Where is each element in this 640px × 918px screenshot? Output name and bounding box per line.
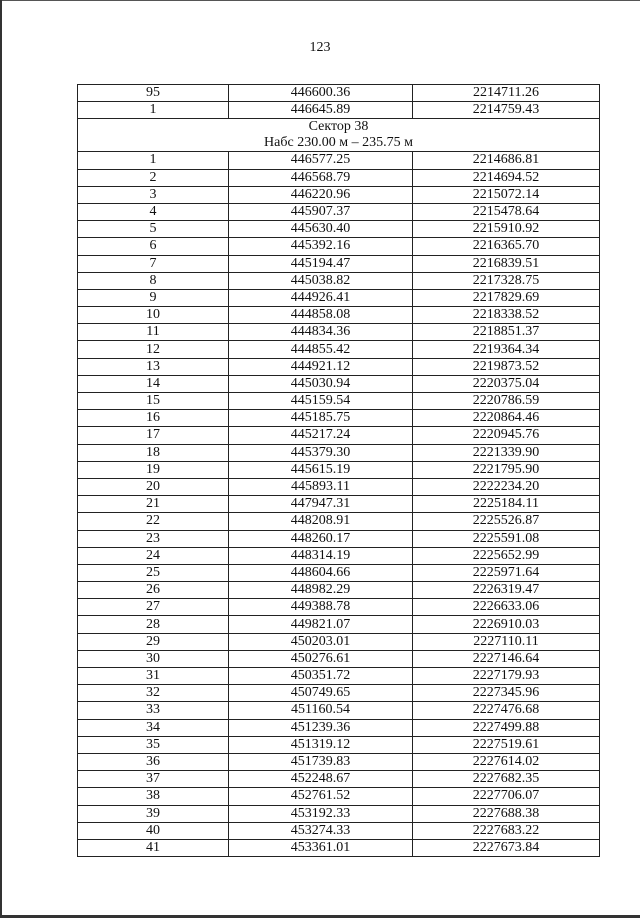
- y-coordinate-cell: 2225652.99: [413, 547, 600, 564]
- point-number-cell: 9: [78, 289, 229, 306]
- table-row: [78, 530, 600, 547]
- x-coordinate-cell: 451239.36: [229, 719, 413, 736]
- x-coordinate-cell: 445185.75: [229, 410, 413, 427]
- point-number-cell: 5: [78, 221, 229, 238]
- table-row: [78, 238, 600, 255]
- y-coordinate-cell: 2227688.38: [413, 805, 600, 822]
- y-coordinate-cell: 2225591.08: [413, 530, 600, 547]
- x-coordinate-cell: 448604.66: [229, 564, 413, 581]
- page-number: 123: [309, 40, 331, 55]
- point-number-cell: 13: [78, 358, 229, 375]
- y-coordinate-cell: 2226910.03: [413, 616, 600, 633]
- table-row: [78, 186, 600, 203]
- table-row: [78, 393, 600, 410]
- y-coordinate-cell: 2227682.35: [413, 771, 600, 788]
- y-coordinate-cell: 2217328.75: [413, 272, 600, 289]
- table-row: [78, 719, 600, 736]
- x-coordinate-cell: 444855.42: [229, 341, 413, 358]
- y-coordinate-cell: 2227683.22: [413, 822, 600, 839]
- x-coordinate-cell: 446645.89: [229, 102, 413, 119]
- point-number-cell: 16: [78, 410, 229, 427]
- point-number-cell: 26: [78, 582, 229, 599]
- point-number-cell: 40: [78, 822, 229, 839]
- scan-edge-left: [0, 0, 2, 918]
- table-row: [78, 102, 600, 119]
- x-coordinate-cell: 450351.72: [229, 668, 413, 685]
- table-row: [78, 496, 600, 513]
- table-row: [78, 547, 600, 564]
- y-coordinate-cell: 2215072.14: [413, 186, 600, 203]
- y-coordinate-cell: 2219364.34: [413, 341, 600, 358]
- x-coordinate-cell: 453274.33: [229, 822, 413, 839]
- x-coordinate-cell: 445194.47: [229, 255, 413, 272]
- table-row: [78, 633, 600, 650]
- y-coordinate-cell: 2226319.47: [413, 582, 600, 599]
- point-number-cell: 38: [78, 788, 229, 805]
- x-coordinate-cell: 445907.37: [229, 203, 413, 220]
- y-coordinate-cell: 2216839.51: [413, 255, 600, 272]
- x-coordinate-cell: 450749.65: [229, 685, 413, 702]
- x-coordinate-cell: 449388.78: [229, 599, 413, 616]
- sector-header-row: [78, 119, 600, 152]
- point-number-cell: 8: [78, 272, 229, 289]
- point-number-cell: 2: [78, 169, 229, 186]
- y-coordinate-cell: 2225971.64: [413, 564, 600, 581]
- x-coordinate-cell: 448260.17: [229, 530, 413, 547]
- y-coordinate-cell: 2226633.06: [413, 599, 600, 616]
- table-row: [78, 839, 600, 856]
- y-coordinate-cell: 2225526.87: [413, 513, 600, 530]
- point-number-cell: 14: [78, 375, 229, 392]
- table-row: [78, 650, 600, 667]
- point-number-cell: 25: [78, 564, 229, 581]
- table-row: [78, 668, 600, 685]
- point-number-cell: 27: [78, 599, 229, 616]
- point-number-cell: 32: [78, 685, 229, 702]
- y-coordinate-cell: 2218851.37: [413, 324, 600, 341]
- x-coordinate-cell: 447947.31: [229, 496, 413, 513]
- coordinates-table: [77, 84, 600, 857]
- coordinates-table-body: [78, 85, 600, 857]
- x-coordinate-cell: 444926.41: [229, 289, 413, 306]
- y-coordinate-cell: 2227673.84: [413, 839, 600, 856]
- y-coordinate-cell: 2218338.52: [413, 307, 600, 324]
- x-coordinate-cell: 446577.25: [229, 152, 413, 169]
- y-coordinate-cell: 2214694.52: [413, 169, 600, 186]
- table-row: [78, 289, 600, 306]
- point-number-cell: 1: [78, 102, 229, 119]
- x-coordinate-cell: 445379.30: [229, 444, 413, 461]
- point-number-cell: 28: [78, 616, 229, 633]
- x-coordinate-cell: 445630.40: [229, 221, 413, 238]
- x-coordinate-cell: 448314.19: [229, 547, 413, 564]
- table-row: [78, 272, 600, 289]
- scan-edge-top: [0, 0, 640, 1]
- point-number-cell: 18: [78, 444, 229, 461]
- x-coordinate-cell: 451319.12: [229, 736, 413, 753]
- y-coordinate-cell: 2227110.11: [413, 633, 600, 650]
- y-coordinate-cell: 2227146.64: [413, 650, 600, 667]
- point-number-cell: 11: [78, 324, 229, 341]
- point-number-cell: 33: [78, 702, 229, 719]
- table-row: [78, 513, 600, 530]
- x-coordinate-cell: 445893.11: [229, 478, 413, 495]
- y-coordinate-cell: 2220864.46: [413, 410, 600, 427]
- point-number-cell: 7: [78, 255, 229, 272]
- y-coordinate-cell: 2227179.93: [413, 668, 600, 685]
- y-coordinate-cell: 2227499.88: [413, 719, 600, 736]
- y-coordinate-cell: 2216365.70: [413, 238, 600, 255]
- point-number-cell: 36: [78, 753, 229, 770]
- y-coordinate-cell: 2221339.90: [413, 444, 600, 461]
- x-coordinate-cell: 444858.08: [229, 307, 413, 324]
- point-number-cell: 23: [78, 530, 229, 547]
- x-coordinate-cell: 444921.12: [229, 358, 413, 375]
- table-row: [78, 461, 600, 478]
- point-number-cell: 12: [78, 341, 229, 358]
- table-row: [78, 427, 600, 444]
- table-row: [78, 221, 600, 238]
- y-coordinate-cell: 2225184.11: [413, 496, 600, 513]
- y-coordinate-cell: 2214686.81: [413, 152, 600, 169]
- table-row: [78, 203, 600, 220]
- point-number-cell: 31: [78, 668, 229, 685]
- y-coordinate-cell: 2220786.59: [413, 393, 600, 410]
- table-row: [78, 255, 600, 272]
- table-row: [78, 805, 600, 822]
- point-number-cell: 95: [78, 85, 229, 102]
- point-number-cell: 19: [78, 461, 229, 478]
- point-number-cell: 29: [78, 633, 229, 650]
- table-row: [78, 822, 600, 839]
- y-coordinate-cell: 2227345.96: [413, 685, 600, 702]
- sector-header-cell: [78, 119, 600, 152]
- table-row: [78, 736, 600, 753]
- x-coordinate-cell: 452248.67: [229, 771, 413, 788]
- x-coordinate-cell: 445217.24: [229, 427, 413, 444]
- x-coordinate-cell: 445615.19: [229, 461, 413, 478]
- x-coordinate-cell: 446220.96: [229, 186, 413, 203]
- point-number-cell: 4: [78, 203, 229, 220]
- sector-height-range: Набс 230.00 м – 235.75 м: [264, 135, 413, 151]
- table-row: [78, 788, 600, 805]
- table-row: [78, 169, 600, 186]
- table-row: [78, 771, 600, 788]
- y-coordinate-cell: 2214759.43: [413, 102, 600, 119]
- y-coordinate-cell: 2220945.76: [413, 427, 600, 444]
- point-number-cell: 34: [78, 719, 229, 736]
- point-number-cell: 3: [78, 186, 229, 203]
- point-number-cell: 41: [78, 839, 229, 856]
- x-coordinate-cell: 452761.52: [229, 788, 413, 805]
- point-number-cell: 30: [78, 650, 229, 667]
- table-row: [78, 478, 600, 495]
- y-coordinate-cell: 2217829.69: [413, 289, 600, 306]
- point-number-cell: 20: [78, 478, 229, 495]
- table-row: [78, 152, 600, 169]
- x-coordinate-cell: 450276.61: [229, 650, 413, 667]
- x-coordinate-cell: 445159.54: [229, 393, 413, 410]
- y-coordinate-cell: 2215910.92: [413, 221, 600, 238]
- table-row: [78, 685, 600, 702]
- y-coordinate-cell: 2219873.52: [413, 358, 600, 375]
- x-coordinate-cell: 450203.01: [229, 633, 413, 650]
- x-coordinate-cell: 446600.36: [229, 85, 413, 102]
- x-coordinate-cell: 445392.16: [229, 238, 413, 255]
- point-number-cell: 22: [78, 513, 229, 530]
- y-coordinate-cell: 2215478.64: [413, 203, 600, 220]
- table-row: [78, 307, 600, 324]
- table-row: [78, 375, 600, 392]
- y-coordinate-cell: 2227706.07: [413, 788, 600, 805]
- sector-title: Сектор 38: [308, 119, 369, 135]
- x-coordinate-cell: 448208.91: [229, 513, 413, 530]
- x-coordinate-cell: 445030.94: [229, 375, 413, 392]
- point-number-cell: 6: [78, 238, 229, 255]
- x-coordinate-cell: 444834.36: [229, 324, 413, 341]
- x-coordinate-cell: 451739.83: [229, 753, 413, 770]
- y-coordinate-cell: 2227519.61: [413, 736, 600, 753]
- x-coordinate-cell: 445038.82: [229, 272, 413, 289]
- point-number-cell: 37: [78, 771, 229, 788]
- table-row: [78, 702, 600, 719]
- point-number-cell: 24: [78, 547, 229, 564]
- point-number-cell: 35: [78, 736, 229, 753]
- x-coordinate-cell: 448982.29: [229, 582, 413, 599]
- y-coordinate-cell: 2227476.68: [413, 702, 600, 719]
- x-coordinate-cell: 449821.07: [229, 616, 413, 633]
- y-coordinate-cell: 2220375.04: [413, 375, 600, 392]
- table-row: [78, 410, 600, 427]
- table-row: [78, 358, 600, 375]
- point-number-cell: 15: [78, 393, 229, 410]
- x-coordinate-cell: 451160.54: [229, 702, 413, 719]
- point-number-cell: 21: [78, 496, 229, 513]
- table-row: [78, 564, 600, 581]
- table-row: [78, 582, 600, 599]
- x-coordinate-cell: 453361.01: [229, 839, 413, 856]
- y-coordinate-cell: 2222234.20: [413, 478, 600, 495]
- y-coordinate-cell: 2221795.90: [413, 461, 600, 478]
- table-row: [78, 85, 600, 102]
- point-number-cell: 17: [78, 427, 229, 444]
- x-coordinate-cell: 453192.33: [229, 805, 413, 822]
- table-row: [78, 444, 600, 461]
- point-number-cell: 10: [78, 307, 229, 324]
- y-coordinate-cell: 2227614.02: [413, 753, 600, 770]
- point-number-cell: 39: [78, 805, 229, 822]
- x-coordinate-cell: 446568.79: [229, 169, 413, 186]
- table-row: [78, 341, 600, 358]
- table-row: [78, 324, 600, 341]
- point-number-cell: 1: [78, 152, 229, 169]
- y-coordinate-cell: 2214711.26: [413, 85, 600, 102]
- table-row: [78, 616, 600, 633]
- table-row: [78, 753, 600, 770]
- table-row: [78, 599, 600, 616]
